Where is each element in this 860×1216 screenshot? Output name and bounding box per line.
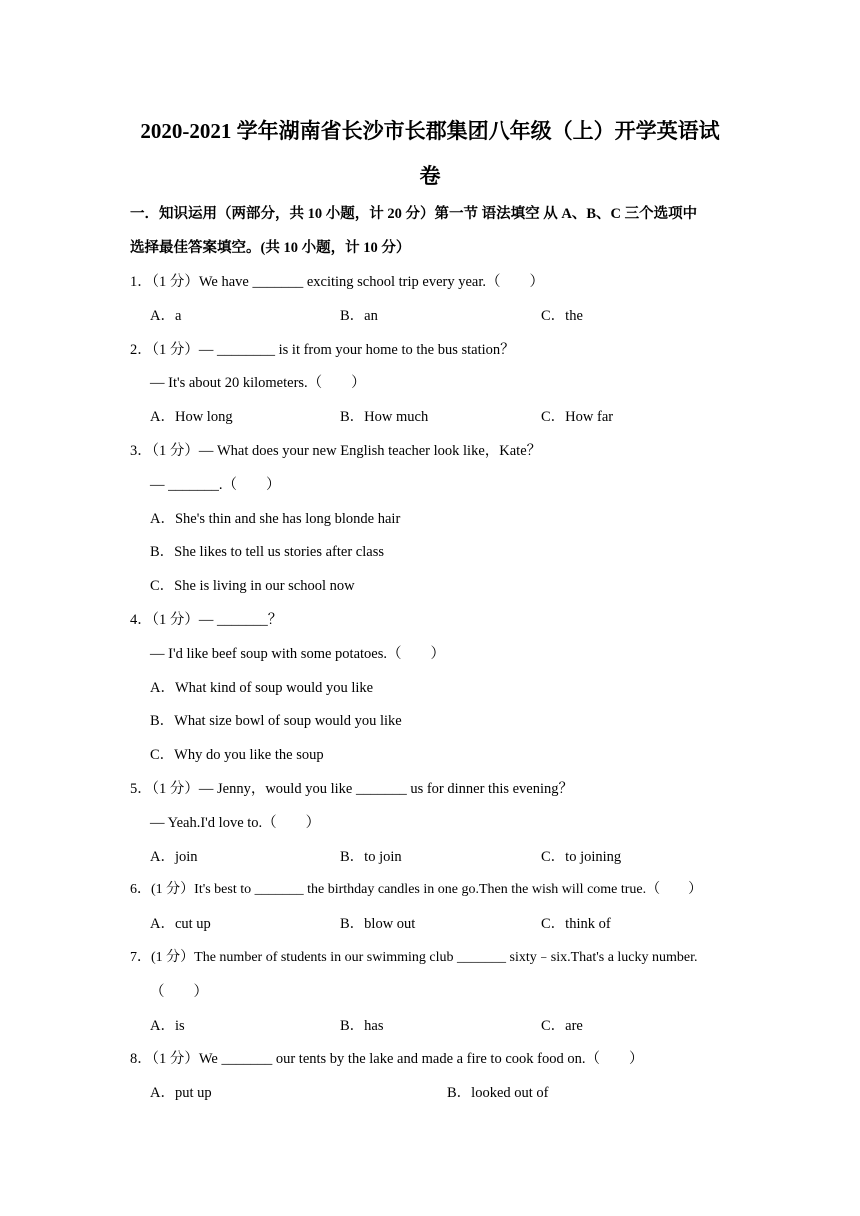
question-7-option-a: A．is (150, 1018, 185, 1034)
question-3-stem: 3．（1 分）— What does your new English teacher look like，Kate？ (130, 443, 542, 459)
question-6-option-b: B．blow out (340, 916, 416, 932)
question-1-option-c: C．the (541, 308, 583, 324)
question-6-stem: 6．(1 分）It's best to _______ the birthday candles in one go.Then the wish will come true.（ ） (130, 882, 703, 897)
section-heading-line2: 选择最佳答案填空。(共 10 小题，计 10 分） (130, 240, 411, 256)
question-1-option-a: A．a (150, 308, 182, 324)
question-8-stem: 8．（1 分）We _______ our tents by the lake and made a fire to cook food on.（ ） (130, 1051, 644, 1067)
question-7-stem: 7．(1 分）The number of students in our swimming club _______ sixty﹣six.That's a lucky number. (130, 950, 698, 965)
question-7-option-b: B．has (340, 1018, 384, 1034)
question-7-stem-cont: （ ） (150, 984, 208, 1000)
question-3-option-a: A．She's thin and she has long blonde hair (150, 511, 401, 527)
question-5-stem: 5．（1 分）— Jenny，would you like _______ us for dinner this evening？ (130, 781, 574, 797)
question-1-stem: 1．（1 分）We have _______ exciting school trip every year.（ ） (130, 274, 545, 290)
question-2-option-a: A．How long (150, 409, 233, 425)
question-3-option-b: B．She likes to tell us stories after class (150, 544, 384, 560)
question-1-option-b: B．an (340, 308, 378, 324)
question-4-option-a: A．What kind of soup would you like (150, 680, 374, 696)
question-3-reply: — _______.（ ） (150, 477, 281, 493)
question-8-option-b: B．looked out of (447, 1085, 549, 1101)
question-6-option-c: C．think of (541, 916, 611, 932)
section-heading-line1: 一．知识运用（两部分，共 10 小题，计 20 分）第一节 语法填空 从 A、B、C 三个选项中 (130, 206, 698, 222)
question-5-reply: — Yeah.I'd love to.（ ） (150, 815, 321, 831)
question-7-option-c: C．are (541, 1018, 583, 1034)
question-8-option-a: A．put up (150, 1085, 212, 1101)
question-2-reply: — It's about 20 kilometers.（ ） (150, 375, 366, 391)
question-2-stem: 2．（1 分）— ________ is it from your home to the bus station？ (130, 342, 515, 358)
question-5-option-c: C．to joining (541, 849, 622, 865)
question-4-option-b: B．What size bowl of soup would you like (150, 713, 402, 729)
question-3-option-c: C．She is living in our school now (150, 578, 355, 594)
question-5-option-a: A．join (150, 849, 198, 865)
exam-title-line1: 2020-2021 学年湖南省长沙市长郡集团八年级（上）开学英语试 (140, 119, 720, 143)
question-4-option-c: C．Why do you like the soup (150, 747, 324, 763)
question-4-stem: 4．（1 分）— _______？ (130, 612, 283, 628)
question-2-option-b: B．How much (340, 409, 429, 425)
question-4-reply: — I'd like beef soup with some potatoes.（ ） (150, 646, 445, 662)
question-6-option-a: A．cut up (150, 916, 211, 932)
question-5-option-b: B．to join (340, 849, 402, 865)
exam-title-line2: 卷 (419, 164, 441, 188)
question-2-option-c: C．How far (541, 409, 614, 425)
